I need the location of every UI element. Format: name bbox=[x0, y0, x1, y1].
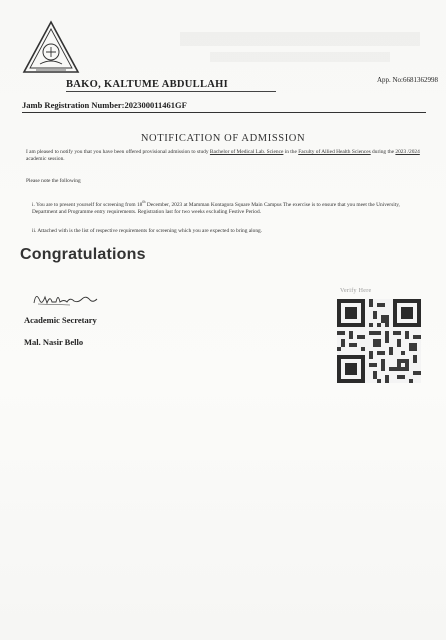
verify-label: Verify Here bbox=[340, 288, 372, 294]
signature-image bbox=[30, 287, 100, 309]
note-item-1-end: December, 2023 at Mamman Kontagora Square Main Campus The exercise is to ensure that you meet the University, Department and Programme entry requirements. Registration last for two weeks excluding Festive Period. bbox=[32, 201, 400, 216]
intro-text-end: academic session. bbox=[26, 156, 65, 163]
congratulations-heading: Congratulations bbox=[20, 246, 146, 263]
signatory-name: Mal. Nasir Bello bbox=[24, 337, 84, 347]
signatory-role: Academic Secretary bbox=[24, 315, 97, 325]
intro-text-mid: in the bbox=[283, 149, 299, 155]
letter-title: NOTIFICATION OF ADMISSION bbox=[140, 133, 306, 144]
verification-qr-code[interactable] bbox=[337, 296, 421, 386]
please-note-heading: Please note the following bbox=[26, 178, 81, 184]
jamb-number: 202300011461GF bbox=[124, 100, 187, 110]
jamb-label: Jamb Registration Number: bbox=[22, 100, 125, 110]
programme-name: Bachelor of Medical Lab. Science bbox=[209, 149, 284, 155]
note-item-1-start: i. You are to present yourself for screening from 18 bbox=[32, 201, 143, 208]
applicant-name: BAKO, KALTUME ABDULLAHI bbox=[66, 79, 276, 92]
application-number: App. No:6681362998 bbox=[376, 76, 438, 84]
faculty-name: Faculty of Allied Health Sciences bbox=[298, 149, 371, 155]
university-logo bbox=[22, 20, 80, 76]
faded-watermark bbox=[180, 22, 420, 72]
intro-text-start: I am pleased to notify you that you have been offered provisional admission to study bbox=[26, 149, 210, 155]
date-suffix: th bbox=[142, 199, 146, 204]
note-item-1 bbox=[32, 198, 426, 217]
academic-session: 2023 /2024 bbox=[395, 149, 420, 155]
note-item-2: ii. Attached with is the list of respective requirements for screening which you are expected to bring along. bbox=[32, 228, 263, 234]
intro-text-mid2: during the bbox=[370, 149, 396, 155]
admission-paragraph bbox=[26, 149, 426, 164]
jamb-registration bbox=[22, 100, 187, 110]
header-divider bbox=[22, 112, 426, 113]
